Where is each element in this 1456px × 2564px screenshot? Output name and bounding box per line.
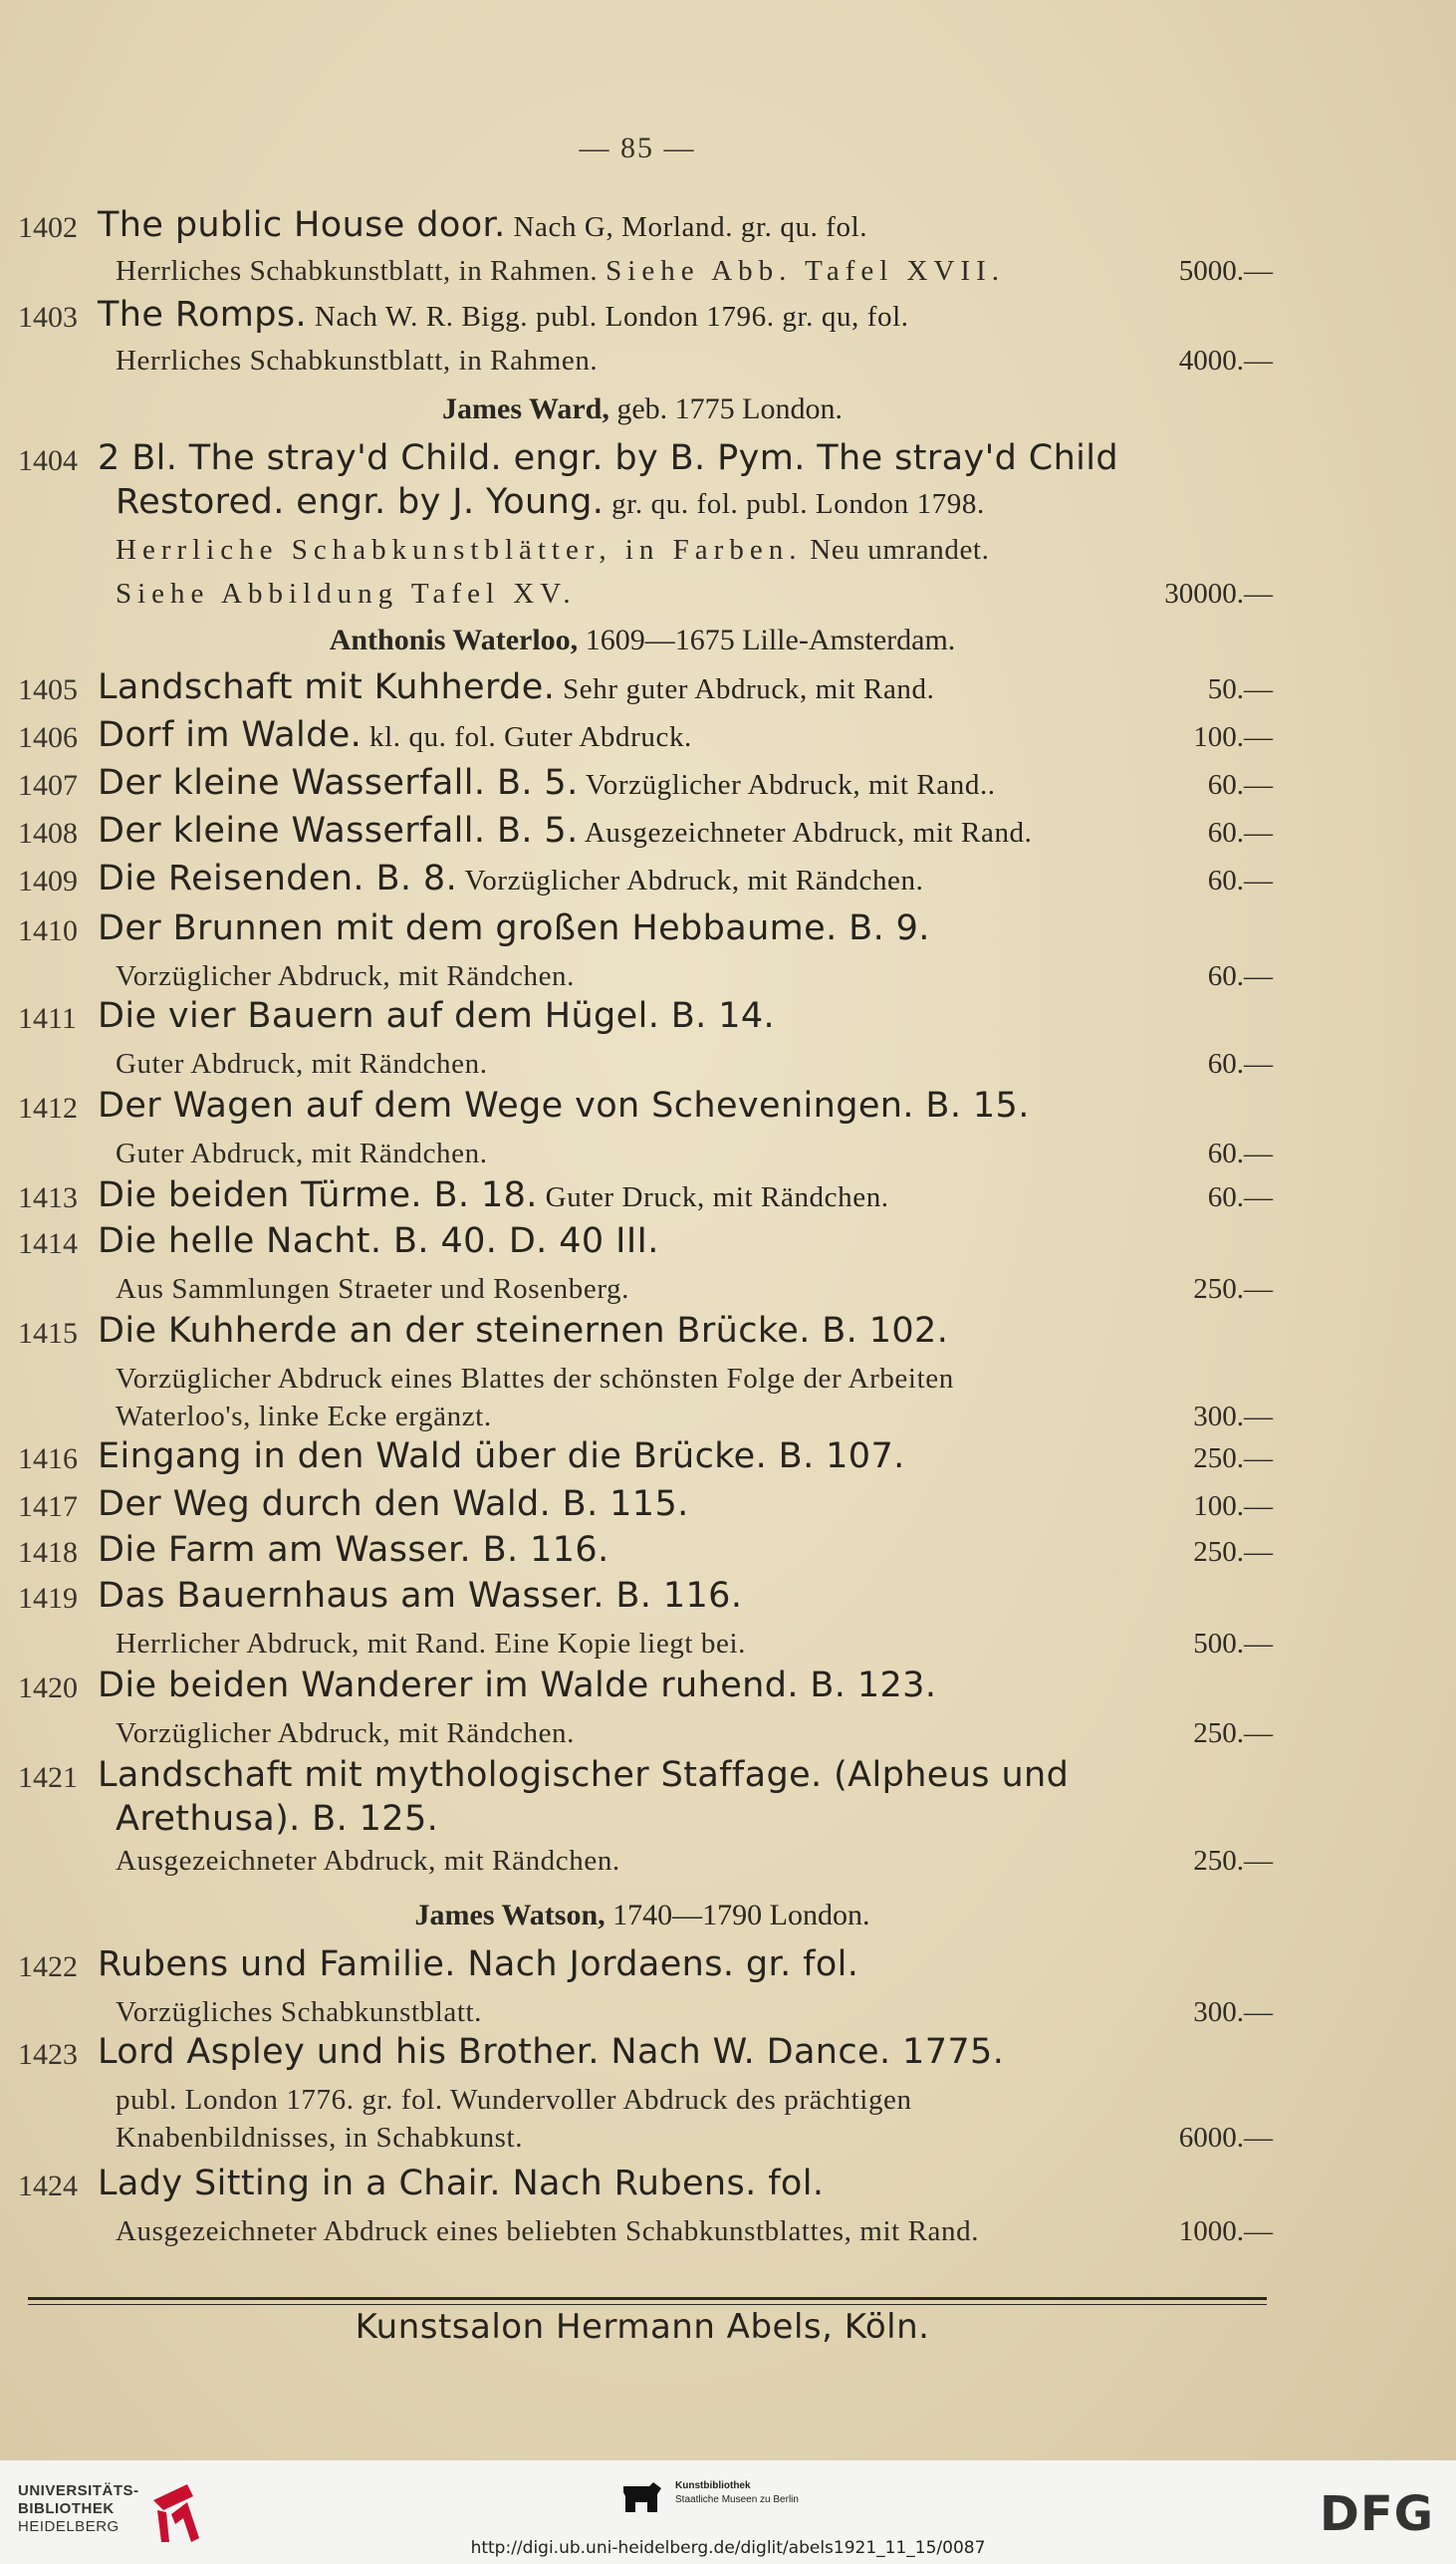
price: 1000.— <box>1178 2215 1273 2247</box>
artist-heading <box>0 1899 1285 1932</box>
entry-line <box>0 1622 1285 1667</box>
entry-description <box>116 1996 482 2029</box>
description-text: Ausgezeichneter Abdruck, mit Rändchen. <box>116 1845 620 1877</box>
lot-number: 1410 <box>18 914 78 947</box>
dfg-logo[interactable]: DFG <box>1319 2486 1434 2542</box>
price: 60.— <box>1207 960 1273 992</box>
price: 300.— <box>1193 1996 1273 2028</box>
description-spaced: Siehe Abbildung Tafel XV. <box>116 578 577 610</box>
entry-title <box>98 1666 936 1705</box>
kb-line-1: Kunstbibliothek <box>675 2480 751 2491</box>
description-text: Vorzüglicher Abdruck, mit Rändchen. <box>116 1717 575 1749</box>
entry-title <box>98 1175 889 1215</box>
entry-title-text: Die beiden Türme. B. 18. <box>98 1175 538 1215</box>
price: 60.— <box>1207 769 1273 801</box>
entry-line <box>0 763 1285 809</box>
kunstbibliothek-bear-icon <box>621 2482 663 2516</box>
price: 250.— <box>1193 1273 1273 1305</box>
price: 250.— <box>1193 1717 1273 1749</box>
lot-number: 1405 <box>18 673 78 706</box>
digitization-bar <box>0 2460 1456 2564</box>
entry-line <box>0 1221 1285 1267</box>
entry-title <box>98 2032 1004 2072</box>
kb-line-2: Staatliche Museen zu Berlin <box>675 2494 799 2505</box>
entry-title <box>98 667 934 707</box>
entry-line <box>0 1839 1285 1885</box>
entry-title-text: Landschaft mit Kuhherde. <box>98 667 556 707</box>
entry-title-text: Der Wagen auf dem Wege von Scheveningen. B. 15. <box>98 1086 1030 1126</box>
entry-line <box>0 1267 1285 1313</box>
entry-details: gr. qu. fol. publ. London 1798. <box>604 488 985 520</box>
entry-line <box>0 2116 1285 2162</box>
kunstbibliothek-logo[interactable] <box>621 2478 880 2528</box>
entry-title <box>98 1484 689 1524</box>
artist-info: 1740—1790 London. <box>605 1899 870 1931</box>
lot-number: 1414 <box>18 1227 78 1260</box>
price: 250.— <box>1193 1536 1273 1568</box>
entry-line <box>0 1576 1285 1622</box>
description-text: Knabenbildnisses, in Schabkunst. <box>116 2122 524 2154</box>
entry-title <box>116 482 985 522</box>
entry-line <box>0 811 1285 857</box>
lot-number: 1402 <box>18 211 78 244</box>
entry-line <box>0 482 1285 528</box>
footer-publisher: Kunstsalon Hermann Abels, Köln. <box>355 2307 930 2347</box>
entry-line <box>0 1132 1285 1177</box>
entry-line <box>0 295 1285 341</box>
entry-line <box>0 2209 1285 2255</box>
entry-line <box>0 1990 1285 2036</box>
description-text: Vorzüglicher Abdruck, mit Rändchen. <box>116 960 575 992</box>
entry-line <box>0 996 1285 1042</box>
entry-details: Guter Druck, mit Rändchen. <box>537 1181 889 1213</box>
description-text: Neu umrandet. <box>802 534 990 566</box>
entry-title <box>98 1530 609 1570</box>
artist-heading <box>0 392 1285 426</box>
page-number: — 85 — <box>579 131 696 164</box>
uni-logo-line-2: BIBLIOTHEK <box>18 2500 115 2517</box>
price: 6000.— <box>1178 2122 1273 2154</box>
entry-title <box>98 996 775 1036</box>
entry-title-text: Die beiden Wanderer im Walde ruhend. B. 123. <box>98 1666 937 1705</box>
entry-line <box>0 528 1285 574</box>
entry-line <box>0 859 1285 904</box>
description-text: Aus Sammlungen Straeter und Rosenberg. <box>116 1273 629 1305</box>
entry-details: Nach G, Morland. gr. qu. fol. <box>505 211 868 243</box>
entry-line <box>0 908 1285 954</box>
footer-rule-thick <box>28 2297 1267 2300</box>
entry-description <box>116 1363 954 1396</box>
entry-description <box>116 1048 488 1081</box>
artist-heading <box>0 624 1285 657</box>
entry-line <box>0 1484 1285 1530</box>
entry-title-text: 2 Bl. The stray'd Child. engr. by B. Pym. The stray'd Child <box>98 438 1119 478</box>
price: 60.— <box>1207 1138 1273 1169</box>
entry-description <box>116 1138 488 1170</box>
entry-line <box>0 2032 1285 2078</box>
price: 60.— <box>1207 865 1273 897</box>
description-text: Herrliches Schabkunstblatt, in Rahmen. <box>116 255 607 287</box>
entry-title-text: Die helle Nacht. B. 40. D. 40 III. <box>98 1221 659 1261</box>
entry-line <box>0 1530 1285 1576</box>
entry-description <box>116 2084 912 2117</box>
description-text: Herrliches Schabkunstblatt, in Rahmen. <box>116 345 599 377</box>
entry-title-text: Landschaft mit mythologischer Staffage. (Alpheus und <box>98 1755 1070 1795</box>
lot-number: 1409 <box>18 865 78 897</box>
entry-description <box>116 578 577 611</box>
entry-title-text: Der kleine Wasserfall. B. 5. <box>98 811 579 851</box>
entry-title <box>98 859 923 898</box>
lot-number: 1422 <box>18 1950 78 1983</box>
lot-number: 1406 <box>18 721 78 754</box>
description-text: Ausgezeichneter Abdruck eines beliebten Schabkunstblattes, mit Rand. <box>116 2215 980 2247</box>
entry-line <box>0 2164 1285 2209</box>
entry-line <box>0 1086 1285 1132</box>
lot-number: 1412 <box>18 1092 78 1125</box>
entry-title-text: Lord Aspley und his Brother. Nach W. Dance. 1775. <box>98 2032 1005 2072</box>
artist-info: 1609—1675 Lille-Amsterdam. <box>578 624 956 656</box>
entry-title-text: Der Weg durch den Wald. B. 115. <box>98 1484 689 1524</box>
entry-line <box>0 1042 1285 1088</box>
description-text: Guter Abdruck, mit Rändchen. <box>116 1048 488 1080</box>
lot-number: 1420 <box>18 1671 78 1704</box>
entry-title <box>116 1799 438 1839</box>
entry-line <box>0 667 1285 713</box>
entry-title <box>98 1436 905 1476</box>
entry-title <box>98 2164 824 2203</box>
entry-title <box>98 763 996 803</box>
price: 60.— <box>1207 1048 1273 1080</box>
entry-line <box>0 438 1285 484</box>
entry-title-text: The Romps. <box>98 295 308 335</box>
lot-number: 1411 <box>18 1002 77 1035</box>
entry-title-text: Die Reisenden. B. 8. <box>98 859 458 898</box>
entry-title-text: Dorf im Walde. <box>98 715 363 755</box>
price: 500.— <box>1193 1628 1273 1660</box>
entry-title <box>98 715 692 755</box>
entry-description <box>116 534 989 567</box>
entry-details: Vorzüglicher Abdruck, mit Rand.. <box>578 769 996 801</box>
lot-number: 1415 <box>18 1317 78 1350</box>
entry-title-text: Lady Sitting in a Chair. Nach Rubens. fol. <box>98 2164 825 2203</box>
entry-title <box>98 1311 948 1351</box>
entry-title <box>98 205 867 245</box>
price: 100.— <box>1193 721 1273 753</box>
entry-line <box>0 1436 1285 1482</box>
entry-title <box>98 1755 1069 1795</box>
description-text: Vorzüglicher Abdruck eines Blattes der schönsten Folge der Arbeiten <box>116 1363 954 1395</box>
entry-line <box>0 205 1285 251</box>
entry-title <box>98 1944 858 1984</box>
uni-logo-line-3: HEIDELBERG <box>18 2518 120 2535</box>
description-text: publ. London 1776. gr. fol. Wundervoller Abdruck des prächtigen <box>116 2084 912 2116</box>
entry-title <box>98 1221 659 1261</box>
entry-title-text: Eingang in den Wald über die Brücke. B. 107. <box>98 1436 905 1476</box>
price: 4000.— <box>1178 345 1273 377</box>
lot-number: 1404 <box>18 444 78 477</box>
price: 5000.— <box>1178 255 1273 287</box>
entry-line <box>0 954 1285 1000</box>
entry-line <box>0 572 1285 618</box>
entry-description <box>116 2122 523 2155</box>
entry-title <box>98 295 909 335</box>
entry-title <box>98 1576 742 1616</box>
entry-title-text: Die vier Bauern auf dem Hügel. B. 14. <box>98 996 776 1036</box>
entry-title-text: Die Kuhherde an der steinernen Brücke. B. 102. <box>98 1311 949 1351</box>
artist-name: James Watson, <box>414 1899 606 1931</box>
lot-number: 1403 <box>18 301 78 334</box>
entry-title-text: Arethusa). B. 125. <box>116 1799 439 1839</box>
description-text: Vorzügliches Schabkunstblatt. <box>116 1996 483 2028</box>
entry-line <box>0 1711 1285 1757</box>
entry-line <box>0 1666 1285 1711</box>
entry-title <box>98 908 930 948</box>
entry-line <box>0 1395 1285 1440</box>
price: 60.— <box>1207 1181 1273 1213</box>
lot-number: 1421 <box>18 1761 78 1794</box>
permalink-url[interactable]: http://digi.ub.uni-heidelberg.de/diglit/abels1921_11_15/0087 <box>470 2538 986 2558</box>
price: 50.— <box>1207 673 1273 705</box>
lot-number: 1408 <box>18 817 78 850</box>
entry-description <box>116 345 598 378</box>
entry-description <box>116 1717 575 1750</box>
entry-title-text: Rubens und Familie. Nach Jordaens. gr. fol. <box>98 1944 859 1984</box>
description-text: Guter Abdruck, mit Rändchen. <box>116 1138 488 1169</box>
entry-line <box>0 1175 1285 1221</box>
entry-line <box>0 1944 1285 1990</box>
entry-title <box>98 438 1118 478</box>
price: 300.— <box>1193 1401 1273 1432</box>
entry-details: kl. qu. fol. Guter Abdruck. <box>362 721 692 753</box>
entry-description <box>116 960 575 993</box>
entry-title-text: Die Farm am Wasser. B. 116. <box>98 1530 609 1570</box>
entry-line <box>0 1311 1285 1357</box>
entry-description <box>116 1845 620 1878</box>
price: 250.— <box>1193 1442 1273 1474</box>
price: 60.— <box>1207 817 1273 849</box>
artist-name: Anthonis Waterloo, <box>329 624 579 656</box>
entry-description <box>116 1628 746 1661</box>
footer-rule-thin <box>28 2304 1267 2305</box>
description-spaced: Siehe Abb. Tafel XVII. <box>606 255 1005 287</box>
entry-description <box>116 1401 492 1433</box>
lot-number: 1418 <box>18 1536 78 1569</box>
description-spaced: Herrliche Schabkunstblätter, in Farben. <box>116 534 803 566</box>
artist-info: geb. 1775 London. <box>608 392 843 425</box>
entry-title <box>98 1086 1030 1126</box>
entry-title-text: The public House door. <box>98 205 506 245</box>
price: 100.— <box>1193 1490 1273 1522</box>
price: 30000.— <box>1164 578 1273 610</box>
entry-title <box>98 811 1033 851</box>
entry-description <box>116 1273 629 1306</box>
entry-line <box>0 1755 1285 1801</box>
lot-number: 1424 <box>18 2170 78 2202</box>
uni-logo-line-1: UNIVERSITÄTS- <box>18 2482 139 2499</box>
lot-number: 1413 <box>18 1181 78 1214</box>
entry-description <box>116 255 1005 288</box>
entry-details: Nach W. R. Bigg. publ. London 1796. gr. qu, fol. <box>307 301 909 333</box>
lot-number: 1419 <box>18 1582 78 1615</box>
entry-title-text: Das Bauernhaus am Wasser. B. 116. <box>98 1576 743 1616</box>
description-text: Waterloo's, linke Ecke ergänzt. <box>116 1401 492 1432</box>
description-text: Herrlicher Abdruck, mit Rand. Eine Kopie liegt bei. <box>116 1628 746 1660</box>
lot-number: 1407 <box>18 769 78 802</box>
entry-description <box>116 2215 979 2248</box>
university-seal-icon <box>147 2480 217 2546</box>
entry-line <box>0 339 1285 385</box>
entry-title-text: Restored. engr. by J. Young. <box>116 482 605 522</box>
entry-details: Sehr guter Abdruck, mit Rand. <box>555 673 935 705</box>
entry-line <box>0 715 1285 761</box>
lot-number: 1417 <box>18 1490 78 1523</box>
entry-title-text: Der kleine Wasserfall. B. 5. <box>98 763 579 803</box>
price: 250.— <box>1193 1845 1273 1877</box>
artist-name: James Ward, <box>442 392 609 425</box>
entry-details: Vorzüglicher Abdruck, mit Rändchen. <box>457 865 924 897</box>
lot-number: 1423 <box>18 2038 78 2071</box>
lot-number: 1416 <box>18 1442 78 1475</box>
entry-details: Ausgezeichneter Abdruck, mit Rand. <box>578 817 1033 849</box>
entry-line <box>0 249 1285 295</box>
entry-title-text: Der Brunnen mit dem großen Hebbaume. B. 9. <box>98 908 930 948</box>
